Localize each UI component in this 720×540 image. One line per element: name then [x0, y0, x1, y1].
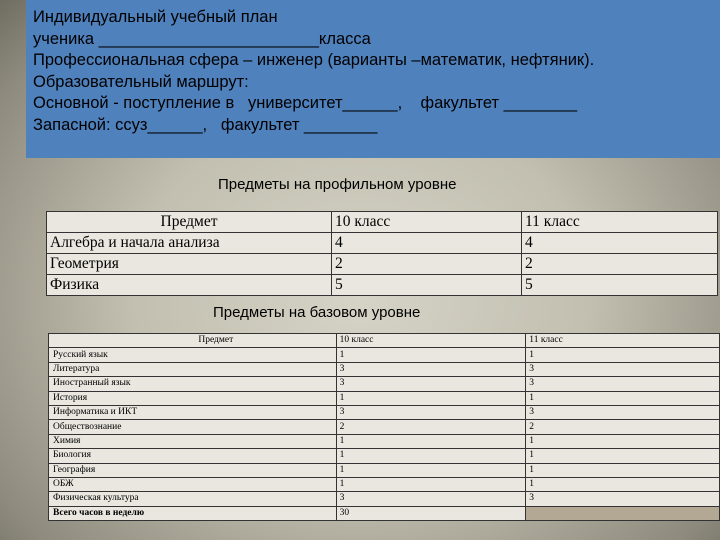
basic-cell: 3: [336, 492, 526, 506]
basic-cell: 1: [336, 463, 526, 477]
basic-cell: Всего часов в неделю: [49, 506, 337, 520]
basic-cell: 10 класс: [336, 334, 526, 348]
basic-subjects-table: [48, 333, 720, 521]
basic-heading: Предметы на базовом уровне: [213, 304, 421, 321]
basic-cell: 1: [526, 391, 720, 405]
basic-header-row: [49, 334, 720, 348]
student-class-line: ученика ________________________класса: [33, 29, 371, 48]
profile-table-row: [47, 254, 718, 275]
profile-cell: Алгебра и начала анализа: [47, 233, 332, 254]
profile-cell: 5: [522, 275, 718, 296]
backup-route-line: Запасной: ссуз______, факультет ________: [33, 115, 378, 134]
basic-cell: 3: [336, 377, 526, 391]
profile-header-row: [47, 212, 718, 233]
basic-cell: 11 класс: [526, 334, 720, 348]
profile-cell: 10 класс: [332, 212, 522, 233]
profile-cell: Предмет: [47, 212, 332, 233]
basic-total-row: [49, 506, 720, 520]
basic-cell: 3: [526, 377, 720, 391]
basic-table-row: [49, 434, 720, 448]
basic-table-row: [49, 420, 720, 434]
profile-cell: 4: [332, 233, 522, 254]
basic-cell: 3: [526, 362, 720, 376]
basic-table-row: [49, 391, 720, 405]
basic-table-row: [49, 477, 720, 491]
basic-cell: 30: [336, 506, 526, 520]
main-route-line: Основной - поступление в университет______, факультет ________: [33, 94, 578, 112]
basic-cell: 1: [526, 449, 720, 463]
basic-cell: Русский язык: [49, 348, 337, 362]
basic-cell: Иностранный язык: [49, 377, 337, 391]
basic-table-row: [49, 463, 720, 477]
basic-cell: 1: [336, 477, 526, 491]
basic-cell: 1: [336, 348, 526, 362]
basic-cell: Биология: [49, 449, 337, 463]
basic-cell: Обществознание: [49, 420, 337, 434]
profile-heading: Предметы на профильном уровне: [218, 176, 457, 193]
basic-cell: Литература: [49, 362, 337, 376]
basic-cell: ОБЖ: [49, 477, 337, 491]
profile-cell: 4: [522, 233, 718, 254]
basic-table-row: [49, 492, 720, 506]
basic-cell: 3: [336, 405, 526, 419]
basic-table-row: [49, 405, 720, 419]
basic-table-row: [49, 348, 720, 362]
profile-cell: 5: [332, 275, 522, 296]
basic-cell: Физическая культура: [49, 492, 337, 506]
basic-cell: География: [49, 463, 337, 477]
profile-cell: Геометрия: [47, 254, 332, 275]
profile-table-row: [47, 275, 718, 296]
profile-cell: 2: [522, 254, 718, 275]
basic-cell: 3: [526, 492, 720, 506]
basic-cell: История: [49, 391, 337, 405]
basic-cell: 3: [526, 405, 720, 419]
profile-subjects-table: [46, 211, 718, 296]
profile-cell: 11 класс: [522, 212, 718, 233]
basic-cell: Информатика и ИКТ: [49, 405, 337, 419]
route-label: Образовательный маршрут:: [33, 72, 249, 91]
professional-sphere-line: Профессиональная сфера – инженер (варианты –математик, нефтяник).: [33, 51, 595, 69]
basic-cell: 1: [526, 477, 720, 491]
basic-cell: 2: [336, 420, 526, 434]
profile-table-row: [47, 233, 718, 254]
basic-cell: 3: [336, 362, 526, 376]
basic-cell: [526, 506, 720, 520]
basic-cell: 1: [526, 463, 720, 477]
basic-cell: 1: [526, 434, 720, 448]
basic-cell: 1: [336, 449, 526, 463]
plan-title: Индивидуальный учебный план: [33, 8, 278, 26]
profile-cell: Физика: [47, 275, 332, 296]
basic-cell: Предмет: [49, 334, 337, 348]
basic-cell: Химия: [49, 434, 337, 448]
profile-cell: 2: [332, 254, 522, 275]
basic-cell: 2: [526, 420, 720, 434]
plan-header: [26, 0, 720, 158]
basic-cell: 1: [336, 391, 526, 405]
basic-table-row: [49, 362, 720, 376]
basic-table-row: [49, 377, 720, 391]
basic-cell: 1: [336, 434, 526, 448]
basic-table-row: [49, 449, 720, 463]
basic-cell: 1: [526, 348, 720, 362]
